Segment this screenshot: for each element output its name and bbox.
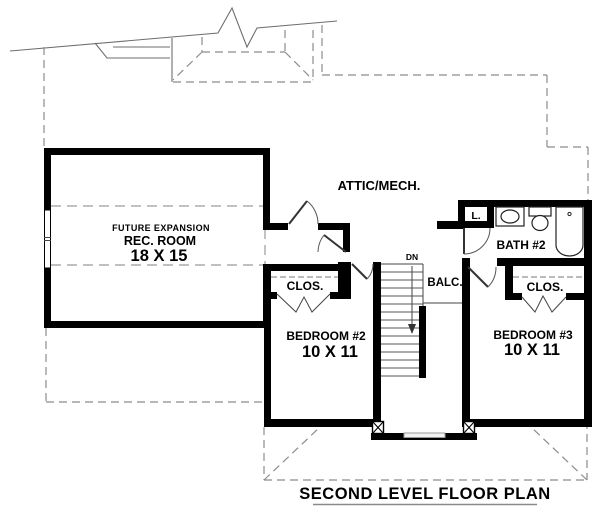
plan-title-text: SECOND LEVEL FLOOR PLAN	[299, 485, 551, 503]
bay-window-sill	[404, 433, 445, 438]
bedroom3-closet-bifold	[522, 296, 566, 312]
toilet-tank	[529, 207, 551, 216]
bedroom3-closet-label: CLOS.	[526, 280, 564, 294]
plan-title	[299, 485, 550, 505]
stair-down-arrowhead	[408, 324, 416, 334]
hall-door	[318, 235, 346, 252]
bath-label: BATH #2	[496, 238, 546, 252]
toilet-bowl	[532, 216, 548, 231]
bedroom2-closet-bifold	[277, 294, 330, 312]
stair-dn-label: DN	[405, 252, 419, 262]
bedroom2-dims: 10 X 11	[302, 343, 358, 361]
attic-door	[289, 201, 318, 224]
roof-outline-dashed	[44, 25, 588, 480]
bathtub	[556, 207, 583, 256]
staircase	[381, 264, 426, 378]
bedroom2-closet-label: CLOS.	[286, 279, 324, 293]
attic-label: ATTIC/MECH.	[337, 178, 421, 193]
rec-room-window	[44, 210, 51, 268]
stair-handrail	[419, 306, 426, 378]
rec-room-dims: 18 X 15	[130, 247, 188, 265]
bedroom3-dims: 10 X 11	[504, 341, 560, 359]
roof-elevation-sketch	[10, 8, 337, 82]
rec-room-label: REC. ROOM	[123, 234, 197, 248]
bedroom3-label: BEDROOM #3	[493, 328, 573, 342]
rec-room-note: FUTURE EXPANSION	[112, 223, 210, 233]
balcony-label: BALC.	[427, 277, 463, 289]
bath-door	[464, 228, 490, 254]
sink	[501, 210, 519, 223]
bedroom2-label: BEDROOM #2	[286, 329, 366, 343]
bedroom3-door	[468, 267, 496, 287]
linen-closet-label: L.	[471, 210, 481, 222]
walls	[44, 148, 592, 440]
bedroom2-door	[352, 264, 373, 279]
